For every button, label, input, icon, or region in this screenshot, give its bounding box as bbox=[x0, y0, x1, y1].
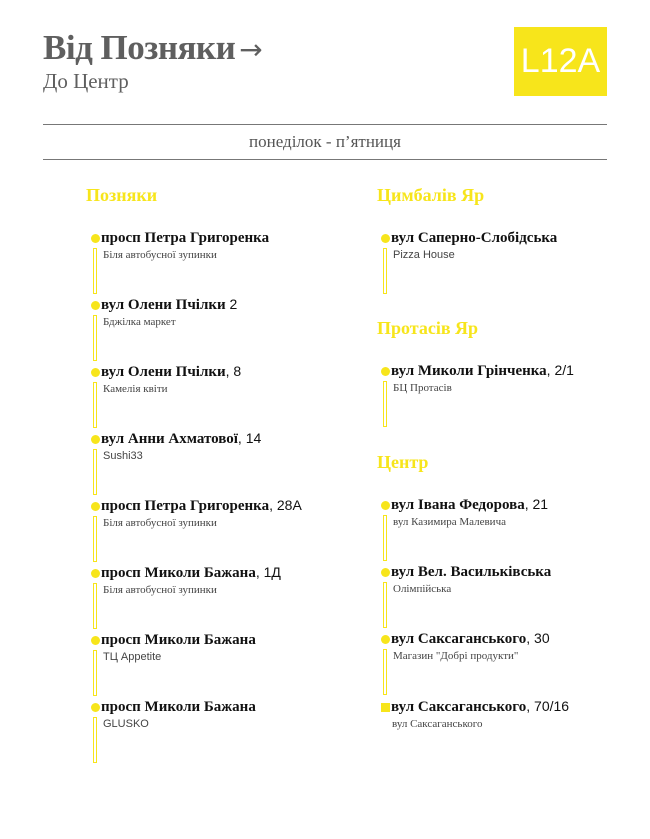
stop-name bbox=[391, 698, 569, 716]
route-line bbox=[93, 315, 97, 361]
stop-street: вул Олени Пчілки bbox=[101, 364, 226, 380]
stop-dot-icon bbox=[381, 501, 390, 510]
stop-name bbox=[101, 430, 261, 448]
route-line bbox=[383, 582, 387, 628]
stop-name bbox=[391, 362, 574, 380]
route-line bbox=[93, 583, 97, 629]
stop-landmark: ТЦ Appetite bbox=[103, 651, 162, 663]
stop-landmark: Біля автобусної зупинки bbox=[103, 249, 217, 261]
stop-street: вул Вел. Васильківська bbox=[391, 564, 552, 580]
stop-street: вул Саксаганського bbox=[391, 631, 527, 647]
stop-dot-icon bbox=[381, 568, 390, 577]
page-title bbox=[43, 28, 262, 68]
stop-dot-icon bbox=[91, 502, 100, 511]
stop-name bbox=[391, 563, 551, 581]
area-heading: Цимбалів Яр bbox=[377, 185, 485, 205]
stop-name bbox=[391, 630, 550, 648]
stop-name bbox=[101, 229, 269, 247]
stop-dot-icon bbox=[91, 703, 100, 712]
stop-street: просп Миколи Бажана bbox=[101, 565, 256, 581]
arrow-right-icon: → bbox=[239, 33, 263, 66]
stop-number: , 14 bbox=[237, 430, 262, 446]
stop-number: , 21 bbox=[524, 496, 549, 512]
route-line bbox=[93, 717, 97, 763]
stop-landmark: GLUSKO bbox=[103, 718, 149, 730]
schedule-days: понеділок - п’ятниця bbox=[249, 132, 401, 151]
stop-landmark: Магазин "Добрі продукти" bbox=[393, 650, 519, 662]
stop-dot-icon bbox=[91, 234, 100, 243]
stop-street: вул Івана Федорова bbox=[391, 497, 525, 513]
route-line bbox=[93, 516, 97, 562]
route-line bbox=[383, 649, 387, 695]
route-line bbox=[383, 381, 387, 427]
stop-landmark: БЦ Протасів bbox=[393, 382, 452, 394]
route-line bbox=[93, 248, 97, 294]
route-line bbox=[383, 248, 387, 294]
stop-number: , 28А bbox=[269, 497, 302, 513]
stop-landmark: Sushi33 bbox=[103, 450, 143, 462]
stop-landmark: вул Саксаганського bbox=[392, 718, 483, 730]
stop-dot-icon bbox=[91, 368, 100, 377]
stop-name bbox=[101, 296, 237, 314]
stop-street: просп Петра Григоренка bbox=[101, 498, 270, 514]
destination: До Центр bbox=[43, 69, 129, 93]
stop-name bbox=[391, 229, 557, 247]
stop-number: , 30 bbox=[526, 630, 550, 646]
route-line bbox=[93, 650, 97, 696]
stop-number: , 70/16 bbox=[526, 698, 570, 714]
route-badge: L12A bbox=[514, 27, 607, 96]
stop-dot-icon bbox=[381, 635, 390, 644]
stop-number: , 1Д bbox=[255, 564, 281, 580]
divider bbox=[43, 159, 607, 160]
stop-street: вул Олени Пчілки bbox=[101, 297, 226, 313]
stop-landmark: Камелія квіти bbox=[103, 383, 168, 395]
area-heading: Центр bbox=[377, 452, 429, 472]
stop-street: просп Петра Григоренка bbox=[101, 230, 270, 246]
stop-dot-icon bbox=[381, 367, 390, 376]
stop-name bbox=[101, 564, 281, 582]
stop-name bbox=[101, 363, 241, 381]
route-line bbox=[93, 449, 97, 495]
stop-landmark: Олімпійська bbox=[393, 583, 452, 595]
stop-street: вул Анни Ахматової bbox=[101, 431, 238, 447]
stop-dot-icon bbox=[91, 636, 100, 645]
title-text: Від Позняки bbox=[43, 28, 236, 67]
stop-name bbox=[101, 631, 256, 649]
stop-dot-icon bbox=[381, 234, 390, 243]
stop-dot-icon bbox=[91, 569, 100, 578]
stop-number: 2 bbox=[225, 296, 238, 312]
stop-street: вул Саксаганського bbox=[391, 699, 527, 715]
stop-dot-icon bbox=[91, 435, 100, 444]
stop-landmark: Бджілка маркет bbox=[103, 316, 176, 328]
stop-street: вул Саперно-Слобідська bbox=[391, 230, 558, 246]
stop-number: , 8 bbox=[225, 363, 242, 379]
stop-street: просп Миколи Бажана bbox=[101, 632, 256, 648]
route-line bbox=[383, 515, 387, 561]
stop-dot-icon bbox=[91, 301, 100, 310]
stop-landmark: Pizza House bbox=[393, 249, 455, 261]
divider bbox=[43, 124, 607, 125]
stop-number: , 2/1 bbox=[546, 362, 574, 378]
stop-landmark: Біля автобусної зупинки bbox=[103, 584, 217, 596]
stop-name bbox=[101, 698, 256, 716]
stop-street: просп Миколи Бажана bbox=[101, 699, 256, 715]
route-line bbox=[93, 382, 97, 428]
area-heading: Позняки bbox=[86, 185, 158, 205]
stop-name bbox=[391, 496, 548, 514]
stop-street: вул Миколи Грінченка bbox=[391, 363, 547, 379]
stop-name bbox=[101, 497, 302, 515]
stop-landmark: вул Казимира Малевича bbox=[393, 516, 506, 528]
terminal-stop-icon bbox=[381, 703, 390, 712]
area-heading: Протасів Яр bbox=[377, 318, 479, 338]
stop-landmark: Біля автобусної зупинки bbox=[103, 517, 217, 529]
